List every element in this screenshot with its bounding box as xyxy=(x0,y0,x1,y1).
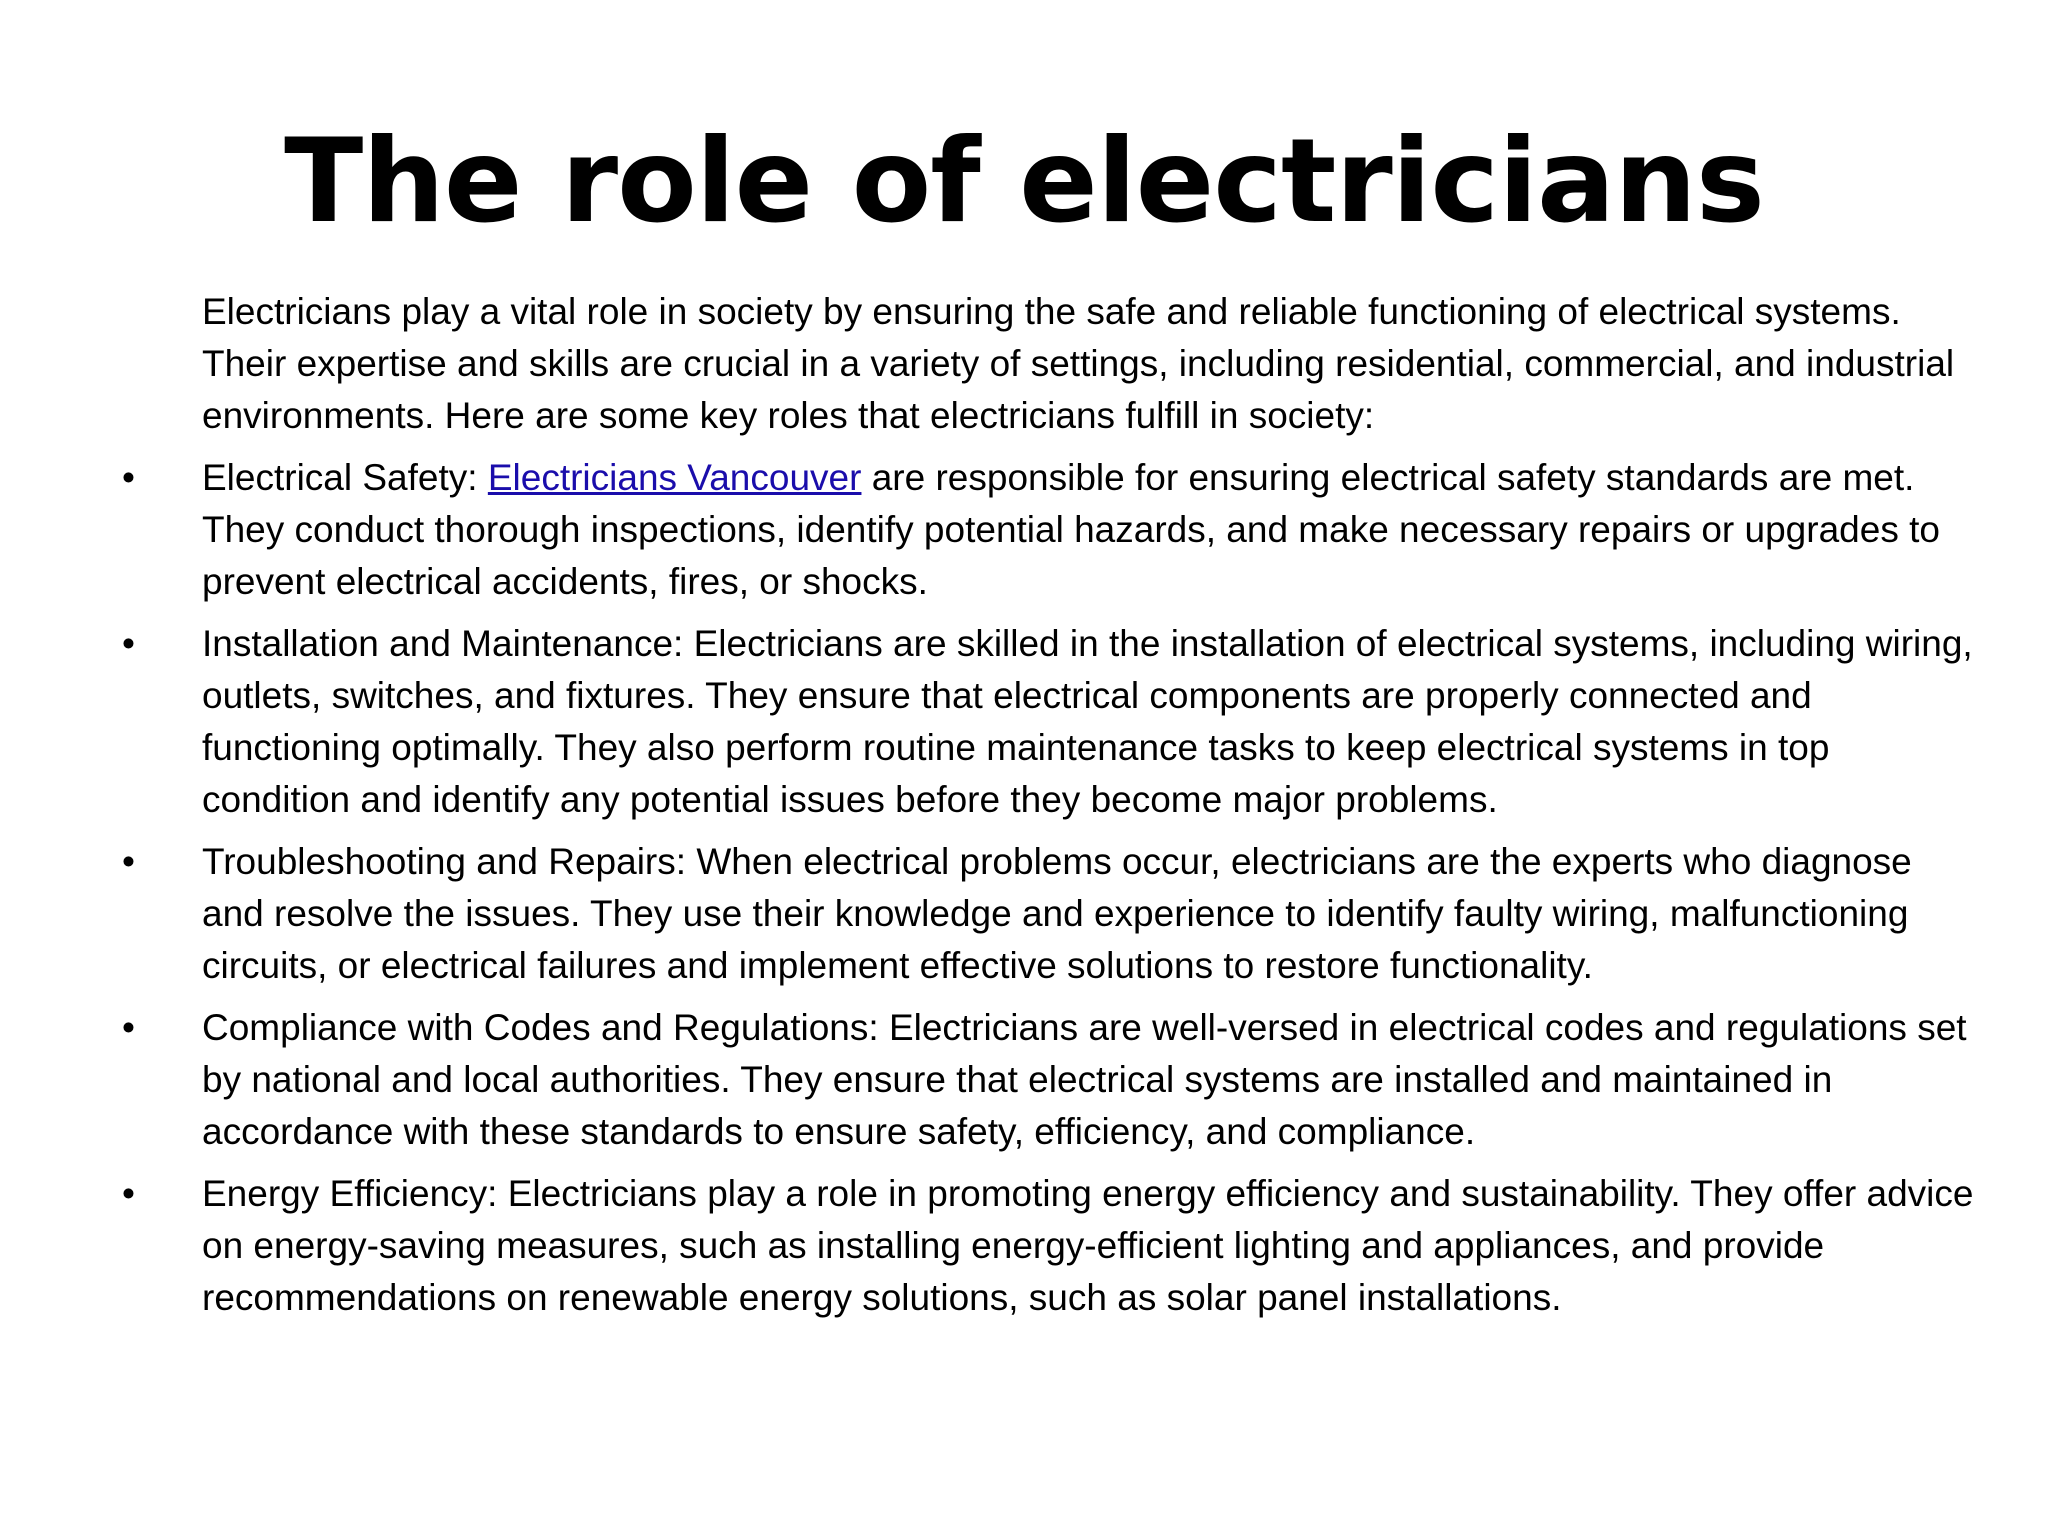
bullet-item-compliance xyxy=(118,1002,1978,1158)
bullet-marker: • xyxy=(122,457,135,498)
slide-body xyxy=(118,286,1978,1334)
bullet-item-troubleshooting-repairs xyxy=(118,836,1978,992)
bullet-item-electrical-safety xyxy=(118,452,1978,608)
bullet-text: Energy Efficiency: Electricians play a role in promoting energy efficiency and sustainability. They offer advice on energy-saving measures, such as installing energy-efficient lighting and appliances, and provide recommendations on renewable energy solutions, such as solar panel installations. xyxy=(202,1173,1974,1318)
intro-paragraph: Electricians play a vital role in society by ensuring the safe and reliable functioning of electrical systems. Their expertise and skills are crucial in a variety of settings, including residential, commercial, and industrial environments. Here are some key roles that electricians fulfill in society: xyxy=(202,291,1955,436)
bullet-lead-text: Electrical Safety: xyxy=(202,457,488,498)
bullet-text: are responsible for ensuring electrical safety standards are met. They conduct thorough inspections, identify potential hazards, and make necessary repairs or upgrades to prevent electrical accidents, fires, or shocks. xyxy=(202,457,1940,602)
bullet-marker: • xyxy=(122,623,135,664)
bullet-text: Installation and Maintenance: Electricians are skilled in the installation of electrical systems, including wiring, outlets, switches, and fixtures. They ensure that electrical components are properly connected and functioning optimally. They also perform routine maintenance tasks to keep electrical systems in top condition and identify any potential issues before they become major problems. xyxy=(202,623,1973,820)
bullet-list xyxy=(118,452,1978,1324)
bullet-marker: • xyxy=(122,1173,135,1214)
bullet-marker: • xyxy=(122,1007,135,1048)
bullet-text: Compliance with Codes and Regulations: Electricians are well-versed in electrical codes and regulations set by national and local authorities. They ensure that electrical systems are installed and maintained in accordance with these standards to ensure safety, efficiency, and compliance. xyxy=(202,1007,1967,1152)
electricians-vancouver-link[interactable]: Electricians Vancouver xyxy=(487,457,862,498)
bullet-text: Troubleshooting and Repairs: When electrical problems occur, electricians are the experts who diagnose and resolve the issues. They use their knowledge and experience to identify faulty wiring, malfunctioning circuits, or electrical failures and implement effective solutions to restore functionality. xyxy=(202,841,1912,986)
bullet-marker: • xyxy=(122,841,135,882)
bullet-item-energy-efficiency xyxy=(118,1168,1978,1324)
slide-title: The role of electricians xyxy=(284,114,1764,249)
bullet-item-installation-maintenance xyxy=(118,618,1978,826)
